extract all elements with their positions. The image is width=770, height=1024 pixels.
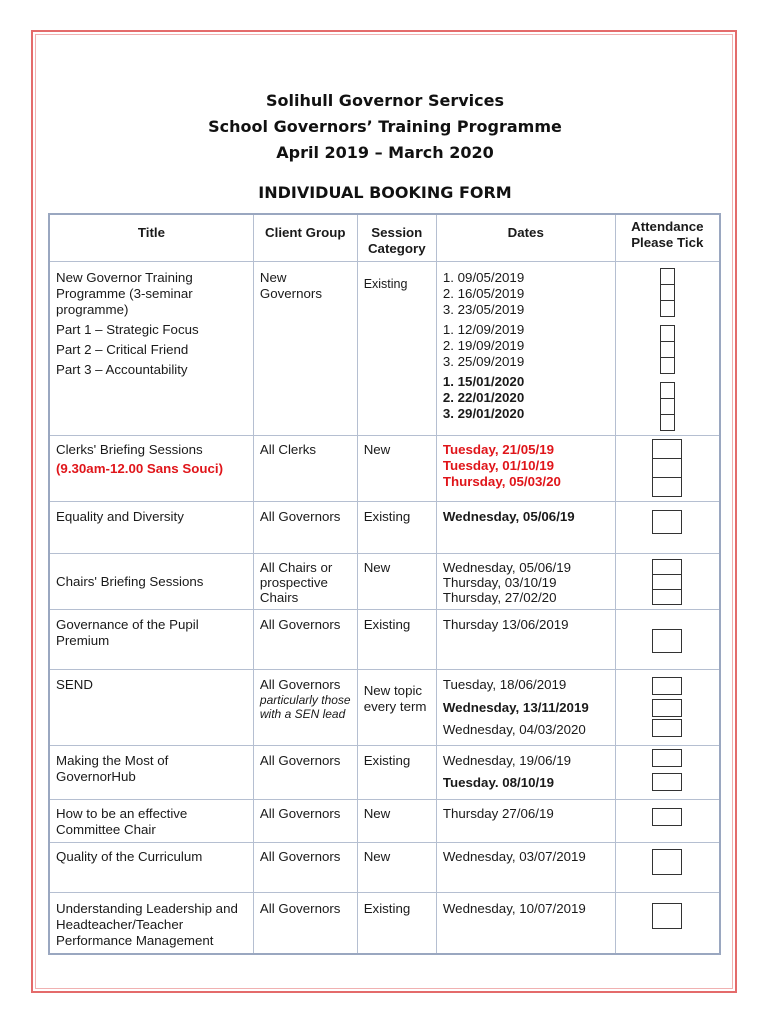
row-title: Quality of the Curriculum [49,843,253,893]
column-header-session-category [357,214,436,262]
attendance-checkbox[interactable] [652,719,682,737]
attendance-checkbox[interactable] [660,341,675,358]
date-item: Tuesday, 01/10/19 [442,458,554,473]
date-item: Tuesday, 18/06/2019 [442,677,567,692]
row-dates [436,670,615,746]
attendance-checkbox[interactable] [652,574,682,590]
date-item: Wednesday, 13/11/2019 [442,700,589,715]
row-title: SEND [49,670,253,746]
row-client-group: All Chairs or prospective Chairs [253,554,357,610]
table-row [49,893,720,955]
row-client-group: All Governors [253,746,357,800]
attendance-cell [615,670,720,746]
attendance-checkbox[interactable] [660,414,675,431]
attendance-cell [615,893,720,955]
form-title: INDIVIDUAL BOOKING FORM [258,183,512,202]
date-item: Tuesday. 08/10/19 [442,775,554,790]
row-title [49,262,253,436]
table-row [49,502,720,554]
date-item: 1. 09/05/2019 [442,270,525,285]
date-item: 1. 12/09/2019 [442,322,525,337]
row-title: Making the Most of GovernorHub [49,746,253,800]
row-title [49,436,253,502]
table-row [49,610,720,670]
date-item: 2. 16/05/2019 [442,286,525,301]
row-client-group: All Governors [253,843,357,893]
column-header-title: Title [49,214,253,262]
attendance-checkbox[interactable] [652,699,682,717]
date-item: Wednesday, 10/07/2019 [442,901,586,916]
row-category: New [357,843,436,893]
attendance-cell [615,554,720,610]
date-item: 2. 19/09/2019 [442,338,525,353]
date-item: 1. 15/01/2020 [442,374,525,389]
row-dates [436,502,615,554]
row-category: New [357,800,436,843]
date-item: Wednesday, 05/06/19 [442,560,572,575]
table-row [49,554,720,610]
row-client-group-note: particularly those with a SEN lead [259,693,351,721]
row-category: New [357,554,436,610]
row-category: Existing [357,262,436,436]
attendance-checkbox[interactable] [652,808,682,826]
row-dates [436,262,615,436]
row-dates [436,843,615,893]
date-item: Thursday, 27/02/20 [442,590,557,605]
attendance-checkbox[interactable] [660,300,675,317]
row-category: Existing [357,502,436,554]
attendance-checkbox[interactable] [660,284,675,301]
row-client-group: All Governors [253,800,357,843]
row-title: How to be an effective Committee Chair [49,800,253,843]
row-title: Chairs' Briefing Sessions [49,554,253,610]
row-dates [436,893,615,955]
row-dates [436,554,615,610]
column-header-attendance-2: Please Tick [631,235,704,250]
attendance-checkbox[interactable] [660,382,675,399]
date-item: 2. 22/01/2020 [442,390,525,405]
header-line-1: Solihull Governor Services [266,91,504,110]
attendance-checkbox[interactable] [652,849,682,875]
attendance-checkbox[interactable] [660,357,675,374]
attendance-checkbox[interactable] [652,773,682,791]
date-item: Wednesday, 19/06/19 [442,753,572,768]
row-title-part-3: Part 3 – Accountability [56,362,188,377]
row-dates [436,610,615,670]
attendance-checkbox[interactable] [652,903,682,929]
row-client-group: All Governors [253,893,357,955]
date-item: 3. 25/09/2019 [442,354,525,369]
date-item: Wednesday, 03/07/2019 [442,849,586,864]
row-title-main: New Governor Training Programme (3-seminar programme) [56,270,193,317]
document-header [0,88,770,166]
table-row [49,670,720,746]
row-category: Existing [357,893,436,955]
attendance-checkbox[interactable] [660,398,675,415]
column-header-category: Category [367,241,426,256]
row-category: New topic every term [357,670,436,746]
header-line-3: April 2019 – March 2020 [276,143,494,162]
attendance-checkbox[interactable] [652,629,682,653]
attendance-cell [615,610,720,670]
row-client-group [253,670,357,746]
attendance-cell [615,502,720,554]
date-item: Tuesday, 21/05/19 [442,442,554,457]
attendance-cell [615,262,720,436]
attendance-cell [615,800,720,843]
row-dates [436,436,615,502]
column-header-attendance [615,214,720,262]
row-category: Existing [357,746,436,800]
table-row [49,436,720,502]
row-title-main: Clerks' Briefing Sessions [56,442,203,457]
attendance-checkbox[interactable] [652,458,682,478]
table-row [49,843,720,893]
attendance-checkbox[interactable] [652,677,682,695]
date-item: Thursday 27/06/19 [442,806,554,821]
attendance-checkbox[interactable] [652,589,682,605]
attendance-checkbox[interactable] [652,510,682,534]
row-client-group-main: All Governors [259,677,341,692]
date-item: Wednesday, 05/06/19 [442,509,575,524]
date-item: Thursday, 05/03/20 [442,474,561,489]
table-row [49,746,720,800]
attendance-cell [615,746,720,800]
date-item: Thursday 13/06/2019 [442,617,569,632]
attendance-checkbox[interactable] [652,477,682,497]
table-header-row [49,214,720,262]
attendance-checkbox[interactable] [652,439,682,459]
date-item: 3. 29/01/2020 [442,406,525,421]
attendance-cell [615,843,720,893]
row-dates [436,746,615,800]
attendance-cell [615,436,720,502]
date-item: 3. 23/05/2019 [442,302,525,317]
row-dates [436,800,615,843]
date-item: Thursday, 03/10/19 [442,575,557,590]
table-row [49,262,720,436]
row-title-note: (9.30am-12.00 Sans Souci) [56,461,224,476]
row-title-part-2: Part 2 – Critical Friend [56,342,189,357]
row-client-group: All Clerks [253,436,357,502]
row-title: Understanding Leadership and Headteacher/Teacher Performance Management [49,893,253,955]
booking-table [48,213,721,955]
attendance-checkbox[interactable] [660,268,675,285]
header-line-2: School Governors’ Training Programme [208,117,562,136]
row-title-part-1: Part 1 – Strategic Focus [56,322,199,337]
column-header-dates: Dates [436,214,615,262]
attendance-checkbox[interactable] [660,325,675,342]
date-item: Wednesday, 04/03/2020 [442,722,586,737]
row-category: New [357,436,436,502]
row-title: Equality and Diversity [49,502,253,554]
attendance-checkbox[interactable] [652,559,682,575]
column-header-session: Session [371,225,423,240]
column-header-attendance-1: Attendance [631,219,704,234]
row-client-group: All Governors [253,610,357,670]
row-title: Governance of the Pupil Premium [49,610,253,670]
row-client-group: All Governors [253,502,357,554]
row-client-group: New Governors [253,262,357,436]
column-header-client-group: Client Group [253,214,357,262]
attendance-checkbox[interactable] [652,749,682,767]
row-category: Existing [357,610,436,670]
table-row [49,800,720,843]
